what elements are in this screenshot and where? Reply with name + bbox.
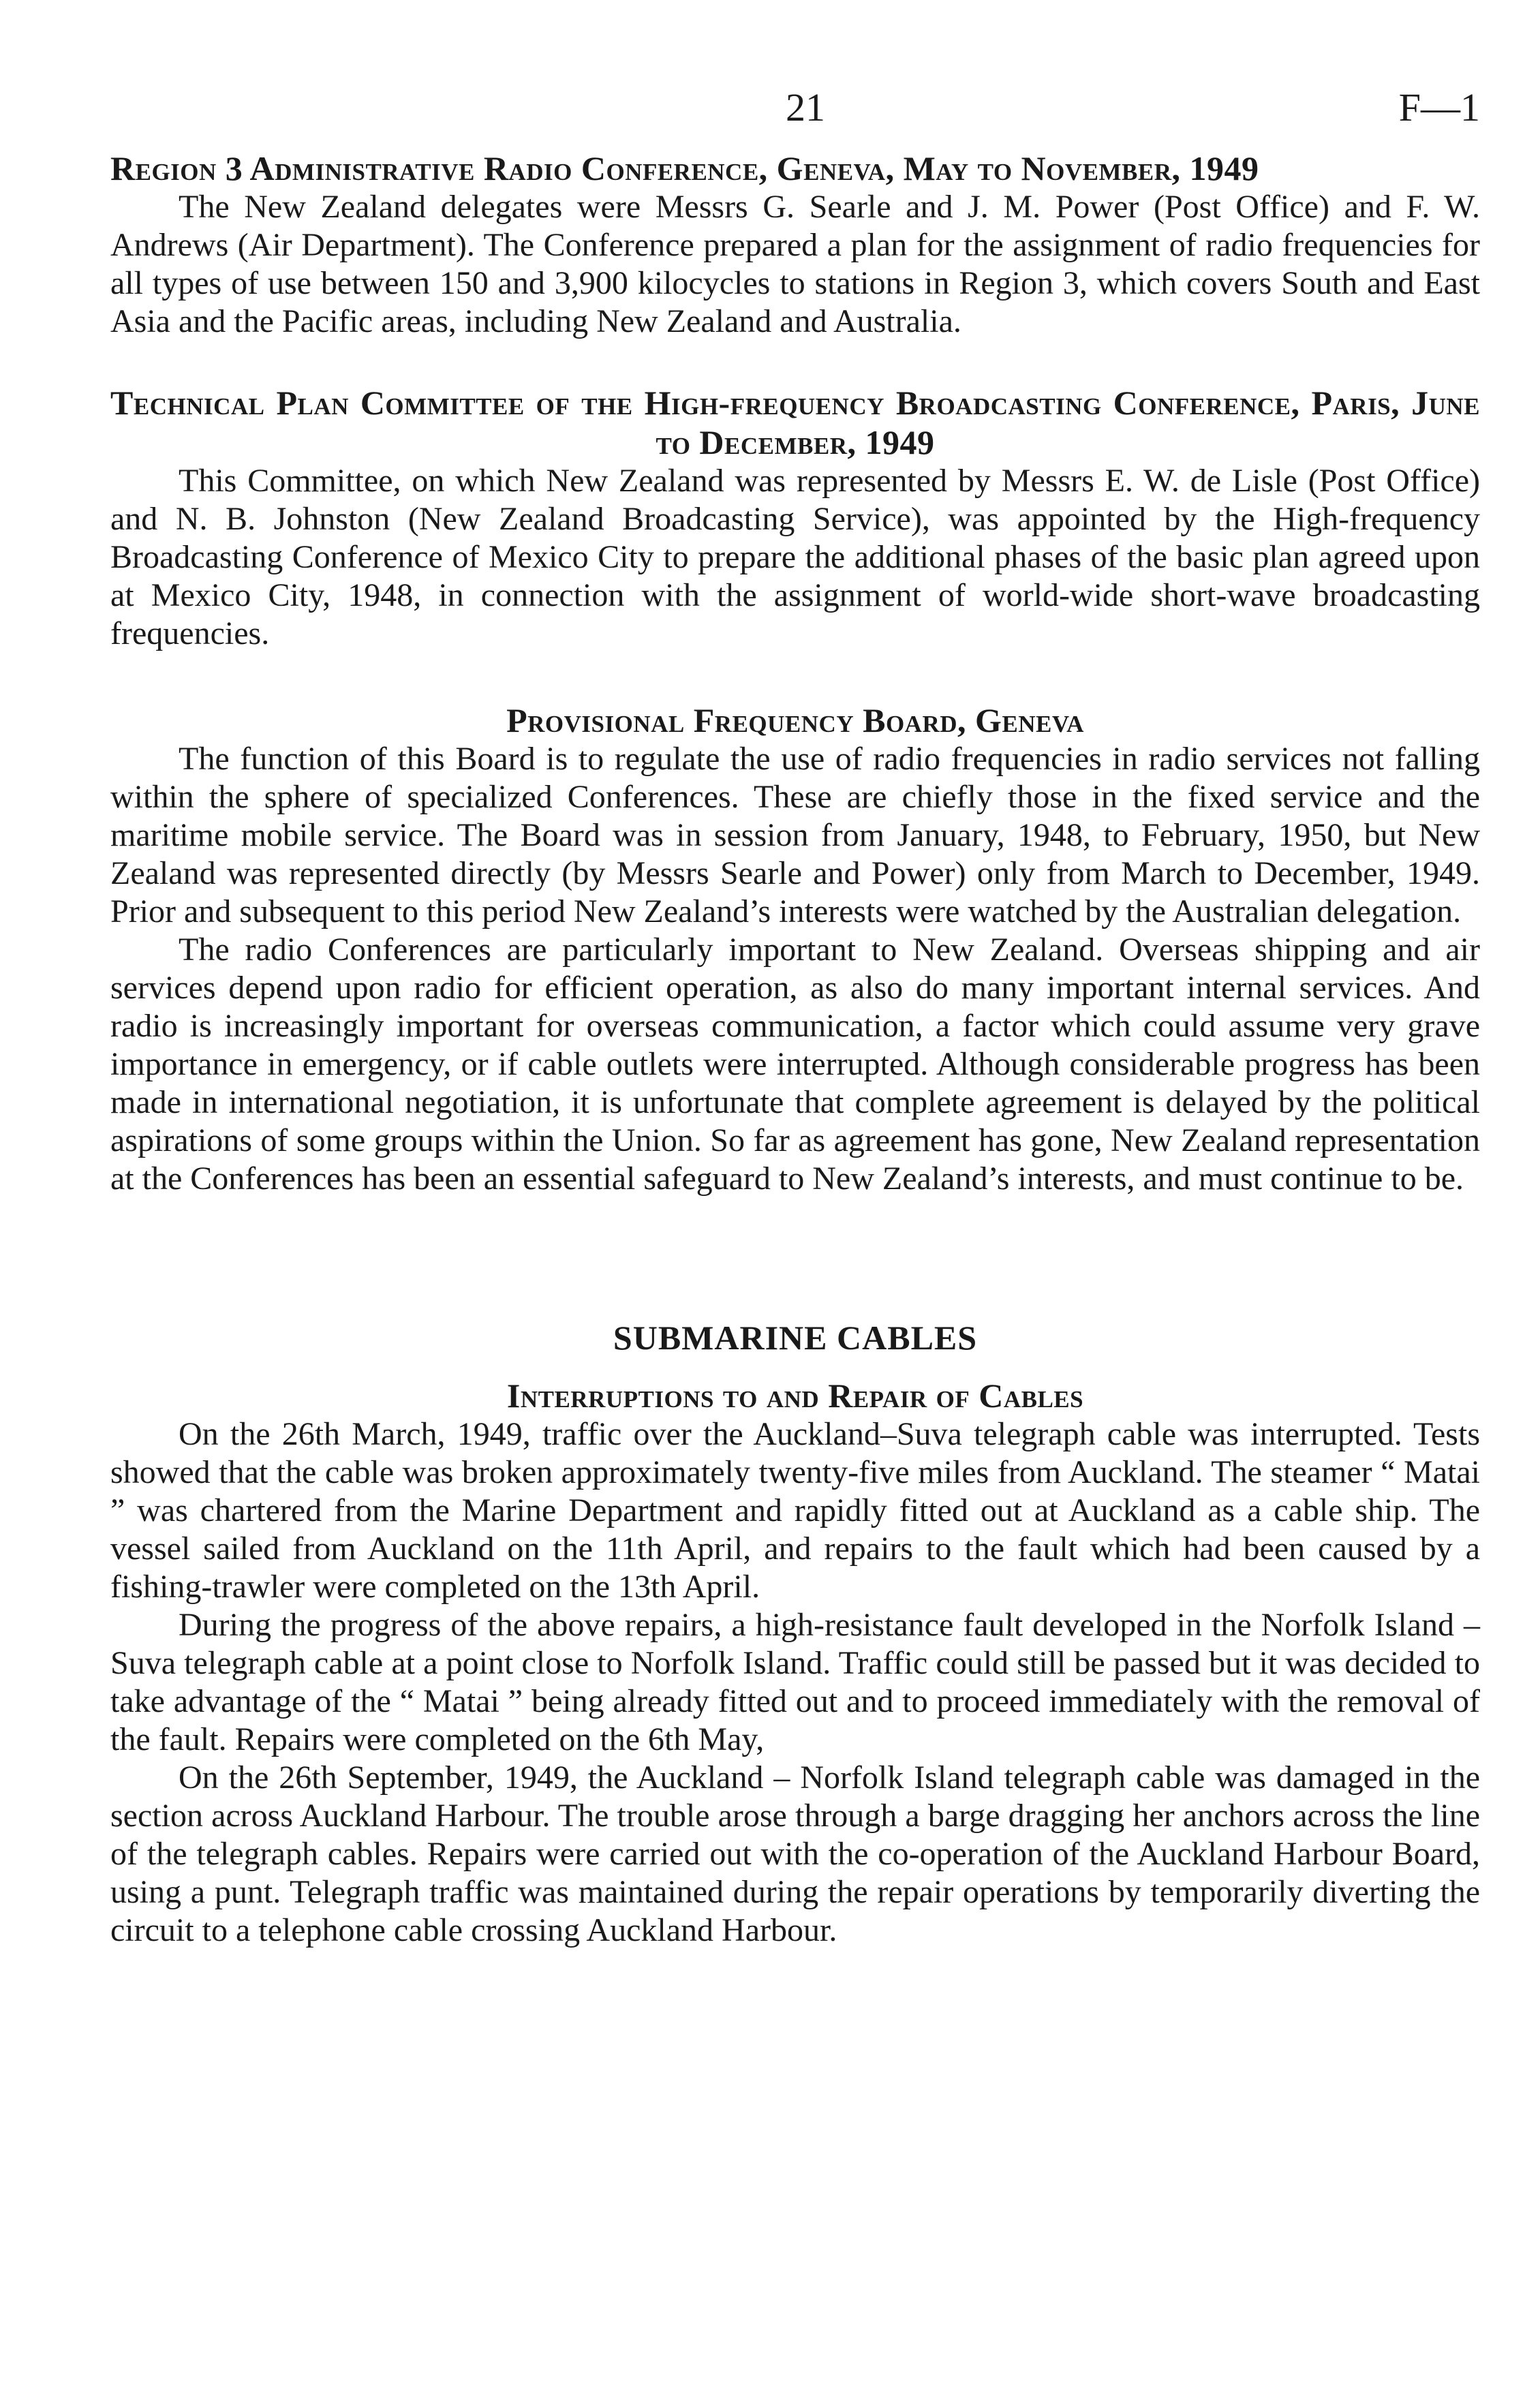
section-heading: Interruptions to and Repair of Cables bbox=[506, 1377, 1084, 1415]
page-number: 21 bbox=[786, 85, 825, 129]
document-reference: F—1 bbox=[1398, 85, 1480, 129]
section-submarine-cables bbox=[110, 1317, 1480, 1950]
section-region3-conference bbox=[110, 149, 1480, 341]
paragraph: On the 26th March, 1949, traffic over the Auckland–Suva telegraph cable was interrupted. Tests showed that the cable was broken approximately twenty-five miles from Auckland. The steamer “ Matai ” was chartered from the Marine Department and rapidly fitted out at Auckland as a cable ship. The vessel sailed from Auckland on the 11th April, and repairs to the fault which had been caused by a fishing-trawler were completed on the 13th April. bbox=[110, 1416, 1480, 1605]
paragraph: This Committee, on which New Zealand was represented by Messrs E. W. de Lisle (Post Office) and N. B. Johnston (New Zealand Broadcasting Service), was appointed by the High-frequency Broadcasting Conference of Mexico City to prepare the additional phases of the basic plan agreed upon at Mexico City, 1948, in connection with the assignment of world-wide short-wave broadcasting frequencies. bbox=[110, 463, 1480, 651]
document-page bbox=[110, 80, 1480, 1950]
section-heading: Technical Plan Committee of the High-frequency Broadcasting Conference, Paris, June to December, 1949 bbox=[110, 384, 1480, 461]
paragraph: The radio Conferences are particularly important to New Zealand. Overseas shipping and air services depend upon radio for efficient operation, as also do many important internal services. And radio is increasingly important for overseas communication, a factor which could assume very grave importance in emergency, or if cable outlets were interrupted. Although considerable progress has been made in international negotiation, it is unfortunate that complete agreement is delayed by the political aspirations of some groups within the Union. So far as agreement has gone, New Zealand representation at the Conferences has been an essential safeguard to New Zealand’s interests, and must continue to be. bbox=[110, 932, 1480, 1197]
paragraph: The New Zealand delegates were Messrs G. Searle and J. M. Power (Post Office) and F. W. Andrews (Air Department). The Conference prepared a plan for the assignment of radio frequencies for all types of use between 150 and 3,900 kilocycles to stations in Region 3, which covers South and East Asia and the Pacific areas, including New Zealand and Australia. bbox=[110, 189, 1480, 339]
page-header bbox=[110, 80, 1480, 149]
section-heading: Provisional Frequency Board, Geneva bbox=[506, 701, 1084, 739]
paragraph: On the 26th September, 1949, the Auckland – Norfolk Island telegraph cable was damaged in the section across Auckland Harbour. The trouble arose through a barge dragging her anchors across the line of the telegraph cables. Repairs were carried out with the co-operation of the Auckland Harbour Board, using a punt. Telegraph traffic was maintained during the repair operations by temporarily diverting the circuit to a telephone cable crossing Auckland Harbour. bbox=[110, 1759, 1480, 1948]
section-technical-plan-committee bbox=[110, 383, 1480, 653]
paragraph: The function of this Board is to regulate the use of radio frequencies in radio services not falling within the sphere of specialized Conferences. These are chiefly those in the fixed service and the maritime mobile service. The Board was in session from January, 1948, to February, 1950, but New Zealand was represented directly (by Messrs Searle and Power) only from March to December, 1949. Prior and subsequent to this period New Zealand’s interests were watched by the Australian delegation. bbox=[110, 741, 1480, 929]
section-provisional-frequency-board bbox=[110, 701, 1480, 1198]
section-heading: Region 3 Administrative Radio Conference, Geneva, May to November, 1949 bbox=[110, 149, 1259, 187]
major-heading: SUBMARINE CABLES bbox=[613, 1319, 978, 1357]
paragraph: During the progress of the above repairs, a high-resistance fault developed in the Norfolk Island – Suva telegraph cable at a point close to Norfolk Island. Traffic could still be passed but it was decided to take advantage of the “ Matai ” being already fitted out and to proceed immediately with the removal of the fault. Repairs were completed on the 6th May, bbox=[110, 1607, 1480, 1757]
